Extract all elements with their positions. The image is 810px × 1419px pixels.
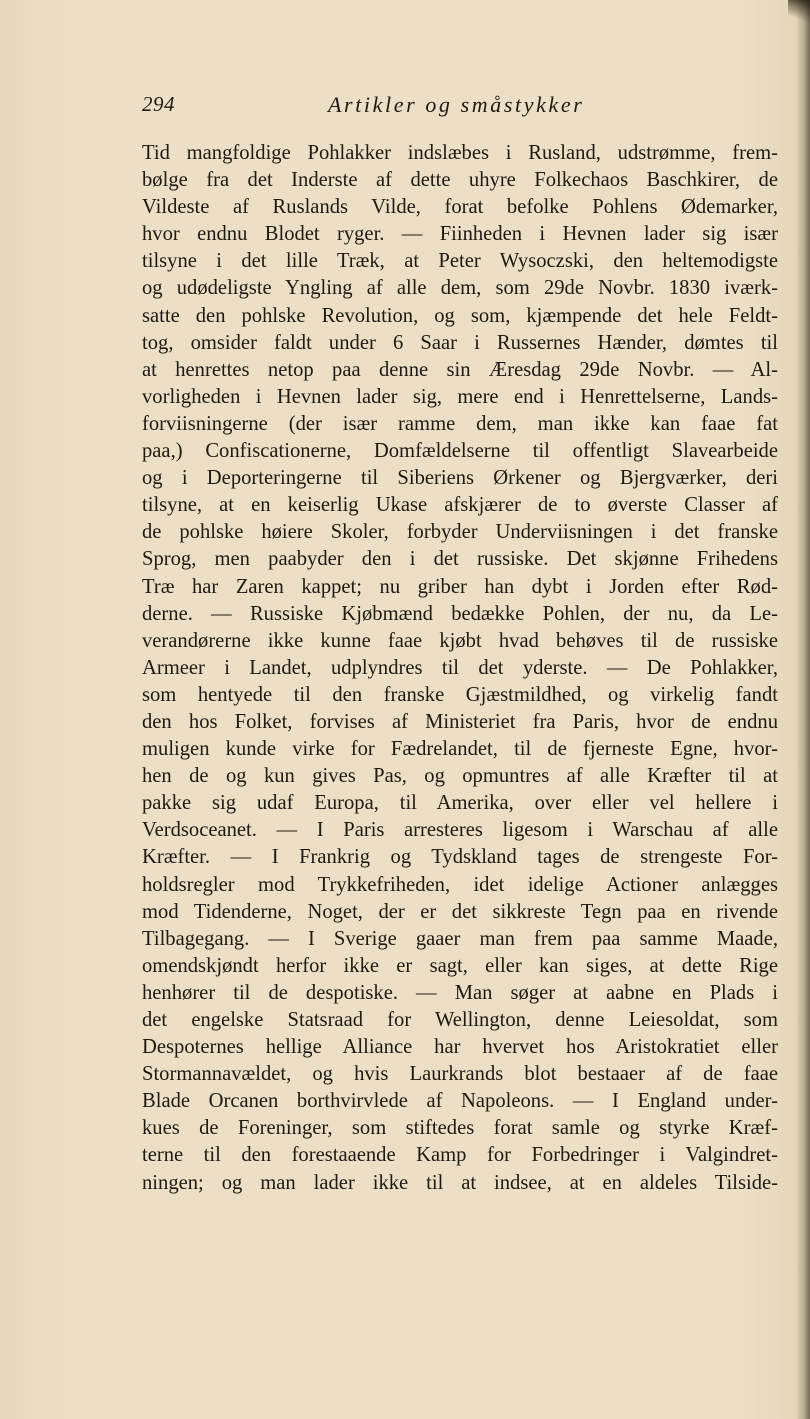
text-line: Tid mangfoldige Pohlakker indslæbes i Rusland, udstrømme, frem- [142, 142, 778, 164]
text-line: bølge fra det Inderste af dette uhyre Folkechaos Baschkirer, de [142, 169, 778, 192]
page-edge-shadow [796, 0, 810, 1419]
text-line: Despoternes hellige Alliance har hvervet hos Aristokratiet eller [142, 1036, 778, 1059]
text-line: den hos Folket, forvises af Ministeriet fra Paris, hvor de endnu [142, 710, 778, 733]
text-line: og i Deporteringerne til Siberiens Ørkener og Bjergværker, deri [142, 467, 778, 490]
text-line: hvor endnu Blodet ryger. — Fiinheden i Hevnen lader sig især [142, 223, 778, 246]
text-line: Stormannavældet, og hvis Laurkrands blot bestaaer af de faae [142, 1063, 778, 1086]
text-line: Træ har Zaren kappet; nu griber han dybt i Jorden efter Rød- [142, 575, 778, 598]
text-line: Kræfter. — I Frankrig og Tydskland tages de strengeste For- [142, 846, 778, 869]
text-line: forviisningerne (der især ramme dem, man ikke kan faae fat [142, 412, 778, 435]
text-line: henhører til de despotiske. — Man søger at aabne en Plads i [142, 981, 778, 1004]
text-line: vorligheden i Hevnen lader sig, mere end i Henrettelserne, Lands- [142, 385, 778, 408]
page-corner-shadow [788, 0, 810, 26]
page-number: 294 [142, 92, 175, 116]
text-line: Blade Orcanen borthvirvlede af Napoleons. — I England under- [142, 1090, 778, 1113]
text-line: satte den pohlske Revolution, og som, kjæmpende det hele Feldt- [142, 304, 778, 327]
text-line: tilsyne, at en keiserlig Ukase afskjærer de to øverste Classer af [142, 494, 778, 517]
text-line: terne til den forestaaende Kamp for Forbedringer i Valgindret- [142, 1144, 778, 1167]
text-line: at henrettes netop paa denne sin Æresdag 29de Novbr. — Al- [142, 358, 778, 381]
text-line: Vildeste af Ruslands Vilde, forat befolke Pohlens Ødemarker, [142, 196, 778, 219]
text-line: og udødeligste Yngling af alle dem, som 29de Novbr. 1830 iværk- [142, 277, 778, 300]
running-head [142, 92, 778, 122]
text-line: Tilbagegang. — I Sverige gaaer man frem paa samme Maade, [142, 927, 778, 950]
text-line: verandørerne ikke kunne faae kjøbt hvad behøves til de russiske [142, 629, 778, 652]
body-text [142, 140, 778, 1197]
text-line: derne. — Russiske Kjøbmænd bedække Pohlen, der nu, da Le- [142, 602, 778, 625]
text-line: mod Tidenderne, Noget, der er det sikkreste Tegn paa en rivende [142, 900, 778, 923]
text-line: ningen; og man lader ikke til at indsee, at en aldeles Tilside- [142, 1171, 778, 1194]
text-line: Verdsoceanet. — I Paris arresteres ligesom i Warschau af alle [142, 819, 778, 842]
text-line: pakke sig udaf Europa, til Amerika, over eller vel hellere i [142, 792, 778, 815]
text-line: det engelske Statsraad for Wellington, denne Leiesoldat, som [142, 1009, 778, 1031]
text-line: Sprog, men paabyder den i det russiske. Det skjønne Frihedens [142, 548, 778, 571]
text-line: hen de og kun gives Pas, og opmuntres af alle Kræfter til at [142, 765, 778, 788]
text-line: tog, omsider faldt under 6 Saar i Russernes Hænder, dømtes til [142, 331, 778, 354]
running-title: Artikler og småstykker [328, 92, 585, 117]
text-line: tilsyne i det lille Træk, at Peter Wysoczski, den heltemodigste [142, 250, 778, 273]
text-line: paa,) Confiscationerne, Domfældelserne til offentligt Slavearbeide [142, 440, 778, 463]
text-line: omendskjøndt herfor ikke er sagt, eller kan siges, at dette Rige [142, 954, 778, 977]
text-line: de pohlske høiere Skoler, forbyder Underviisningen i det franske [142, 521, 778, 544]
text-line: holdsregler mod Trykkefriheden, idet idelige Actioner anlægges [142, 873, 778, 896]
text-line: som hentyede til den franske Gjæstmildhed, og virkelig fandt [142, 683, 778, 706]
text-line: kues de Foreninger, som stiftedes forat samle og styrke Kræf- [142, 1117, 778, 1140]
text-line: Armeer i Landet, udplyndres til det yderste. — De Pohlakker, [142, 656, 778, 679]
text-line: muligen kunde virke for Fædrelandet, til de fjerneste Egne, hvor- [142, 738, 778, 761]
